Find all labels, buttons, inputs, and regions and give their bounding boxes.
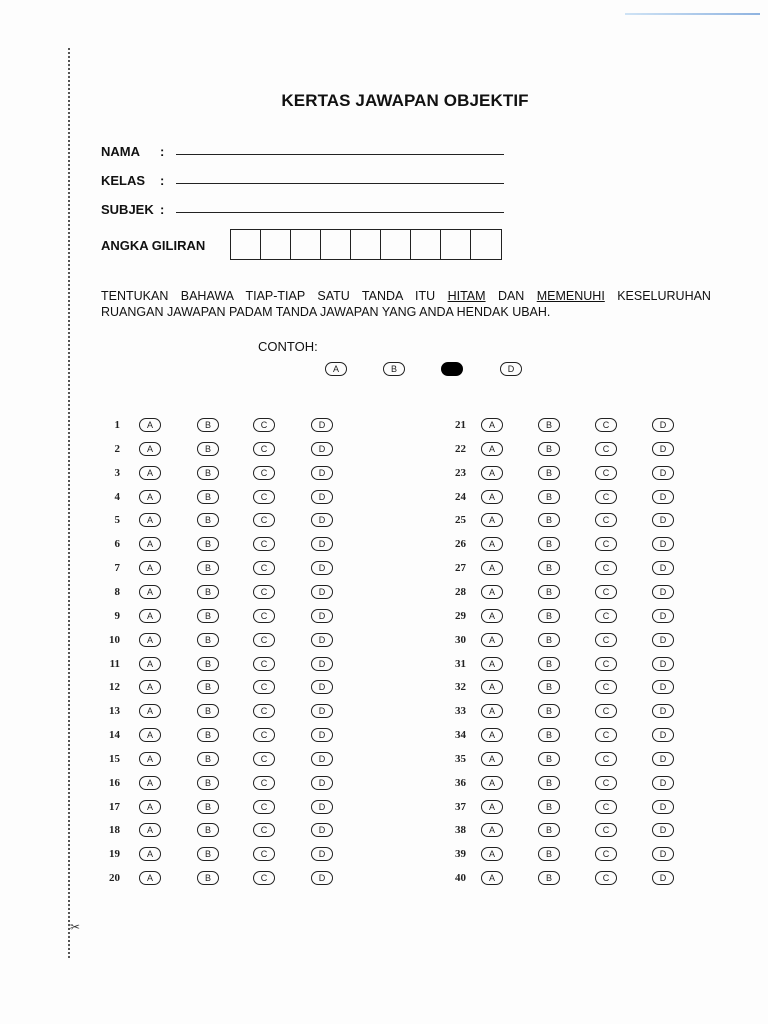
question-number: 25 xyxy=(455,514,466,527)
answer-bubble-8-d[interactable]: D xyxy=(311,585,333,599)
answer-bubble-20-c[interactable]: C xyxy=(253,871,275,885)
answer-bubble-30-d[interactable]: D xyxy=(652,633,674,647)
page-title: KERTAS JAWAPAN OBJEKTIF xyxy=(281,91,529,110)
answer-bubble-11-d[interactable]: D xyxy=(311,657,333,671)
answer-bubble-13-a[interactable]: A xyxy=(139,704,161,718)
answer-bubble-32-d[interactable]: D xyxy=(652,680,674,694)
angka-giliran-boxes[interactable] xyxy=(230,229,502,260)
question-number: 36 xyxy=(455,776,466,789)
angka-giliran-cell[interactable] xyxy=(351,230,381,259)
answer-bubble-33-c[interactable]: C xyxy=(595,704,617,718)
answer-bubble-26-d[interactable]: D xyxy=(652,537,674,551)
answer-bubble-39-d[interactable]: D xyxy=(652,847,674,861)
question-number: 1 xyxy=(114,419,120,431)
answer-bubble-40-b[interactable]: B xyxy=(538,871,560,885)
answer-bubble-12-b[interactable]: B xyxy=(197,680,219,694)
answer-bubble-27-c[interactable]: C xyxy=(595,561,617,575)
answer-bubble-9-a[interactable]: A xyxy=(139,609,161,623)
answer-bubble-31-c[interactable]: C xyxy=(595,657,617,671)
answer-bubble-21-d[interactable]: D xyxy=(652,418,674,432)
answer-bubble-1-c[interactable]: C xyxy=(253,418,275,432)
answer-bubble-27-b[interactable]: B xyxy=(538,561,560,575)
answer-bubble-31-a[interactable]: A xyxy=(481,657,503,671)
answer-bubble-11-c[interactable]: C xyxy=(253,657,275,671)
answer-bubble-27-a[interactable]: A xyxy=(481,561,503,575)
question-number: 10 xyxy=(109,633,120,646)
question-number: 32 xyxy=(455,681,466,694)
answer-bubble-2-a[interactable]: A xyxy=(139,442,161,456)
question-number: 18 xyxy=(109,824,120,837)
answer-bubble-6-b[interactable]: B xyxy=(197,537,219,551)
answer-bubble-21-c[interactable]: C xyxy=(595,418,617,432)
answer-bubble-19-a[interactable]: A xyxy=(139,847,161,861)
answer-bubble-12-c[interactable]: C xyxy=(253,680,275,694)
answer-bubble-21-a[interactable]: A xyxy=(481,418,503,432)
question-number: 5 xyxy=(114,514,120,527)
angka-giliran-label: ANGKA GILIRAN xyxy=(101,238,206,253)
answer-bubble-8-b[interactable]: B xyxy=(197,585,219,599)
answer-bubble-34-a[interactable]: A xyxy=(481,728,503,742)
answer-bubble-37-d[interactable]: D xyxy=(652,800,674,814)
angka-giliran-cell[interactable] xyxy=(381,230,411,259)
answer-bubble-35-d[interactable]: D xyxy=(652,752,674,766)
question-number: 20 xyxy=(109,872,120,885)
answer-bubble-23-b[interactable]: B xyxy=(538,466,560,480)
answer-bubble-11-b[interactable]: B xyxy=(197,657,219,671)
answer-bubble-17-b[interactable]: B xyxy=(197,800,219,814)
answer-bubble-38-a[interactable]: A xyxy=(481,823,503,837)
angka-giliran-cell[interactable] xyxy=(471,230,501,259)
answer-bubble-28-d[interactable]: D xyxy=(652,585,674,599)
answer-bubble-20-d[interactable]: D xyxy=(311,871,333,885)
answer-bubble-27-d[interactable]: D xyxy=(652,561,674,575)
question-number: 23 xyxy=(455,466,466,479)
answer-bubble-17-d[interactable]: D xyxy=(311,800,333,814)
question-number: 21 xyxy=(455,419,466,431)
question-number: 8 xyxy=(114,585,120,598)
answer-bubble-32-a[interactable]: A xyxy=(481,680,503,694)
answer-bubble-36-d[interactable]: D xyxy=(652,776,674,790)
question-number: 6 xyxy=(114,538,120,551)
question-number: 9 xyxy=(114,609,120,622)
answer-bubble-3-c[interactable]: C xyxy=(253,466,275,480)
answer-bubble-3-b[interactable]: B xyxy=(197,466,219,480)
answer-bubble-28-c[interactable]: C xyxy=(595,585,617,599)
answer-bubble-14-b[interactable]: B xyxy=(197,728,219,742)
instruction-dan: DAN xyxy=(497,289,525,303)
answer-bubble-10-a[interactable]: A xyxy=(139,633,161,647)
question-number: 33 xyxy=(455,705,466,718)
answer-bubble-22-b[interactable]: B xyxy=(538,442,560,456)
nama-label: NAMA xyxy=(101,144,140,159)
question-number: 22 xyxy=(455,442,466,455)
answer-bubble-8-c[interactable]: C xyxy=(253,585,275,599)
answer-bubble-5-d[interactable]: D xyxy=(311,513,333,527)
question-number: 39 xyxy=(455,848,466,861)
answer-bubble-18-a[interactable]: A xyxy=(139,823,161,837)
answer-bubble-36-c[interactable]: C xyxy=(595,776,617,790)
answer-bubble-19-d[interactable]: D xyxy=(311,847,333,861)
answer-bubble-4-c[interactable]: C xyxy=(253,490,275,504)
scissors-icon: ✂ xyxy=(70,920,81,934)
answer-bubble-30-c[interactable]: C xyxy=(595,633,617,647)
answer-bubble-10-d[interactable]: D xyxy=(311,633,333,647)
answer-bubble-10-b[interactable]: B xyxy=(197,633,219,647)
answer-bubble-37-a[interactable]: A xyxy=(481,800,503,814)
question-number: 15 xyxy=(109,752,120,765)
answer-bubble-25-b[interactable]: B xyxy=(538,513,560,527)
answer-bubble-6-a[interactable]: A xyxy=(139,537,161,551)
answer-bubble-12-d[interactable]: D xyxy=(311,680,333,694)
answer-bubble-14-a[interactable]: A xyxy=(139,728,161,742)
answer-bubble-23-c[interactable]: C xyxy=(595,466,617,480)
answer-bubble-35-c[interactable]: C xyxy=(595,752,617,766)
kelas-colon: : xyxy=(160,173,165,188)
answer-bubble-36-b[interactable]: B xyxy=(538,776,560,790)
answer-bubble-34-c[interactable]: C xyxy=(595,728,617,742)
answer-bubble-2-b[interactable]: B xyxy=(197,442,219,456)
answer-bubble-32-c[interactable]: C xyxy=(595,680,617,694)
answer-bubble-31-b[interactable]: B xyxy=(538,657,560,671)
answer-bubble-10-c[interactable]: C xyxy=(253,633,275,647)
question-number: 24 xyxy=(455,490,466,503)
answer-bubble-13-c[interactable]: C xyxy=(253,704,275,718)
answer-bubble-25-c[interactable]: C xyxy=(595,513,617,527)
answer-bubble-39-b[interactable]: B xyxy=(538,847,560,861)
instruction-memenuhi: MEMENUHI xyxy=(536,289,605,303)
example-bubble-d[interactable]: D xyxy=(500,362,522,376)
answer-bubble-36-a[interactable]: A xyxy=(481,776,503,790)
answer-bubble-24-c[interactable]: C xyxy=(595,490,617,504)
answer-bubble-3-a[interactable]: A xyxy=(139,466,161,480)
answer-bubble-11-a[interactable]: A xyxy=(139,657,161,671)
answer-bubble-6-d[interactable]: D xyxy=(311,537,333,551)
answer-bubble-23-d[interactable]: D xyxy=(652,466,674,480)
kelas-label: KELAS xyxy=(101,173,146,188)
question-number: 17 xyxy=(109,800,120,813)
question-number: 27 xyxy=(455,562,466,575)
answer-bubble-38-c[interactable]: C xyxy=(595,823,617,837)
instruction-line-1 xyxy=(101,288,711,304)
answer-bubble-1-a[interactable]: A xyxy=(139,418,161,432)
instructions xyxy=(101,288,711,320)
answer-bubble-24-b[interactable]: B xyxy=(538,490,560,504)
angka-giliran-cell[interactable] xyxy=(261,230,291,259)
answer-bubble-1-d[interactable]: D xyxy=(311,418,333,432)
answer-bubble-40-a[interactable]: A xyxy=(481,871,503,885)
answer-bubble-2-c[interactable]: C xyxy=(253,442,275,456)
nama-input-line[interactable] xyxy=(176,141,504,155)
answer-bubble-22-a[interactable]: A xyxy=(481,442,503,456)
answer-bubble-39-a[interactable]: A xyxy=(481,847,503,861)
example-bubble-a[interactable]: A xyxy=(325,362,347,376)
answer-bubble-4-b[interactable]: B xyxy=(197,490,219,504)
example-label: CONTOH: xyxy=(258,339,318,354)
question-number: 2 xyxy=(114,442,120,455)
answer-bubble-17-c[interactable]: C xyxy=(253,800,275,814)
top-edge-line xyxy=(625,13,760,15)
answer-bubble-3-d[interactable]: D xyxy=(311,466,333,480)
answer-bubble-16-a[interactable]: A xyxy=(139,776,161,790)
question-number: 28 xyxy=(455,585,466,598)
question-number: 31 xyxy=(455,657,466,670)
answer-bubble-28-a[interactable]: A xyxy=(481,585,503,599)
answer-bubble-19-c[interactable]: C xyxy=(253,847,275,861)
answer-bubble-16-d[interactable]: D xyxy=(311,776,333,790)
answer-bubble-40-d[interactable]: D xyxy=(652,871,674,885)
answer-bubble-18-c[interactable]: C xyxy=(253,823,275,837)
question-number: 4 xyxy=(114,490,120,503)
answer-bubble-14-c[interactable]: C xyxy=(253,728,275,742)
answer-bubble-26-b[interactable]: B xyxy=(538,537,560,551)
answer-bubble-7-c[interactable]: C xyxy=(253,561,275,575)
answer-bubble-12-a[interactable]: A xyxy=(139,680,161,694)
answer-bubble-37-c[interactable]: C xyxy=(595,800,617,814)
answer-bubble-26-a[interactable]: A xyxy=(481,537,503,551)
subjek-input-line[interactable] xyxy=(176,199,504,213)
answer-bubble-5-c[interactable]: C xyxy=(253,513,275,527)
answer-bubble-34-d[interactable]: D xyxy=(652,728,674,742)
example-bubble-c[interactable] xyxy=(441,362,463,376)
example-bubble-b[interactable]: B xyxy=(383,362,405,376)
answer-bubble-38-d[interactable]: D xyxy=(652,823,674,837)
answer-bubble-30-b[interactable]: B xyxy=(538,633,560,647)
angka-giliran-cell[interactable] xyxy=(441,230,471,259)
instruction-hitam: HITAM xyxy=(447,289,486,303)
answer-bubble-7-b[interactable]: B xyxy=(197,561,219,575)
angka-giliran-cell[interactable] xyxy=(231,230,261,259)
answer-bubble-16-c[interactable]: C xyxy=(253,776,275,790)
answer-bubble-14-d[interactable]: D xyxy=(311,728,333,742)
answer-bubble-9-d[interactable]: D xyxy=(311,609,333,623)
question-number: 26 xyxy=(455,538,466,551)
question-number: 30 xyxy=(455,633,466,646)
answer-bubble-6-c[interactable]: C xyxy=(253,537,275,551)
answer-bubble-33-a[interactable]: A xyxy=(481,704,503,718)
answer-bubble-24-d[interactable]: D xyxy=(652,490,674,504)
answer-bubble-25-a[interactable]: A xyxy=(481,513,503,527)
answer-bubble-29-b[interactable]: B xyxy=(538,609,560,623)
answer-bubble-28-b[interactable]: B xyxy=(538,585,560,599)
answer-bubble-17-a[interactable]: A xyxy=(139,800,161,814)
answer-bubble-16-b[interactable]: B xyxy=(197,776,219,790)
question-number: 13 xyxy=(109,705,120,718)
answer-bubble-29-d[interactable]: D xyxy=(652,609,674,623)
answer-bubble-35-a[interactable]: A xyxy=(481,752,503,766)
answer-bubble-21-b[interactable]: B xyxy=(538,418,560,432)
question-number: 11 xyxy=(109,657,120,670)
kelas-input-line[interactable] xyxy=(176,170,504,184)
answer-bubble-2-d[interactable]: D xyxy=(311,442,333,456)
answer-bubble-29-c[interactable]: C xyxy=(595,609,617,623)
answer-bubble-9-b[interactable]: B xyxy=(197,609,219,623)
instruction-text-b: KESELURUHAN xyxy=(617,289,711,303)
answer-bubble-7-d[interactable]: D xyxy=(311,561,333,575)
answer-bubble-24-a[interactable]: A xyxy=(481,490,503,504)
answer-bubble-23-a[interactable]: A xyxy=(481,466,503,480)
answer-bubble-33-d[interactable]: D xyxy=(652,704,674,718)
answer-bubble-13-b[interactable]: B xyxy=(197,704,219,718)
answer-bubble-25-d[interactable]: D xyxy=(652,513,674,527)
answer-bubble-20-a[interactable]: A xyxy=(139,871,161,885)
subjek-label: SUBJEK xyxy=(101,202,154,217)
question-number: 3 xyxy=(114,466,120,479)
instruction-line-2: RUANGAN JAWAPAN PADAM TANDA JAWAPAN YANG ANDA HENDAK UBAH. xyxy=(101,305,551,319)
answer-bubble-4-d[interactable]: D xyxy=(311,490,333,504)
answer-bubble-7-a[interactable]: A xyxy=(139,561,161,575)
question-number: 29 xyxy=(455,609,466,622)
question-number: 7 xyxy=(114,562,120,575)
question-number: 38 xyxy=(455,824,466,837)
answer-bubble-15-c[interactable]: C xyxy=(253,752,275,766)
answer-bubble-15-a[interactable]: A xyxy=(139,752,161,766)
answer-bubble-9-c[interactable]: C xyxy=(253,609,275,623)
answer-bubble-20-b[interactable]: B xyxy=(197,871,219,885)
answer-bubble-38-b[interactable]: B xyxy=(538,823,560,837)
answer-bubble-30-a[interactable]: A xyxy=(481,633,503,647)
angka-giliran-cell[interactable] xyxy=(321,230,351,259)
answer-bubble-5-a[interactable]: A xyxy=(139,513,161,527)
cut-line xyxy=(68,48,70,958)
answer-bubble-4-a[interactable]: A xyxy=(139,490,161,504)
angka-giliran-cell[interactable] xyxy=(291,230,321,259)
nama-colon: : xyxy=(160,144,165,159)
question-number: 12 xyxy=(109,681,120,694)
answer-bubble-26-c[interactable]: C xyxy=(595,537,617,551)
answer-bubble-34-b[interactable]: B xyxy=(538,728,560,742)
answer-bubble-39-c[interactable]: C xyxy=(595,847,617,861)
answer-bubble-29-a[interactable]: A xyxy=(481,609,503,623)
answer-bubble-13-d[interactable]: D xyxy=(311,704,333,718)
answer-bubble-32-b[interactable]: B xyxy=(538,680,560,694)
question-number: 40 xyxy=(455,872,466,885)
answer-bubble-37-b[interactable]: B xyxy=(538,800,560,814)
answer-bubble-18-b[interactable]: B xyxy=(197,823,219,837)
subjek-colon: : xyxy=(160,202,165,217)
answer-bubble-31-d[interactable]: D xyxy=(652,657,674,671)
question-number: 14 xyxy=(109,729,120,742)
answer-bubble-5-b[interactable]: B xyxy=(197,513,219,527)
answer-bubble-15-b[interactable]: B xyxy=(197,752,219,766)
question-number: 34 xyxy=(455,729,466,742)
answer-bubble-22-c[interactable]: C xyxy=(595,442,617,456)
question-number: 19 xyxy=(109,848,120,861)
answer-bubble-18-d[interactable]: D xyxy=(311,823,333,837)
angka-giliran-cell[interactable] xyxy=(411,230,441,259)
answer-bubble-33-b[interactable]: B xyxy=(538,704,560,718)
answer-bubble-15-d[interactable]: D xyxy=(311,752,333,766)
answer-bubble-22-d[interactable]: D xyxy=(652,442,674,456)
answer-bubble-40-c[interactable]: C xyxy=(595,871,617,885)
question-number: 35 xyxy=(455,752,466,765)
question-number: 37 xyxy=(455,800,466,813)
instruction-text-a: TENTUKAN BAHAWA TIAP-TIAP SATU TANDA ITU xyxy=(101,289,436,303)
answer-bubble-8-a[interactable]: A xyxy=(139,585,161,599)
answer-bubble-19-b[interactable]: B xyxy=(197,847,219,861)
question-number: 16 xyxy=(109,776,120,789)
answer-bubble-35-b[interactable]: B xyxy=(538,752,560,766)
answer-bubble-1-b[interactable]: B xyxy=(197,418,219,432)
